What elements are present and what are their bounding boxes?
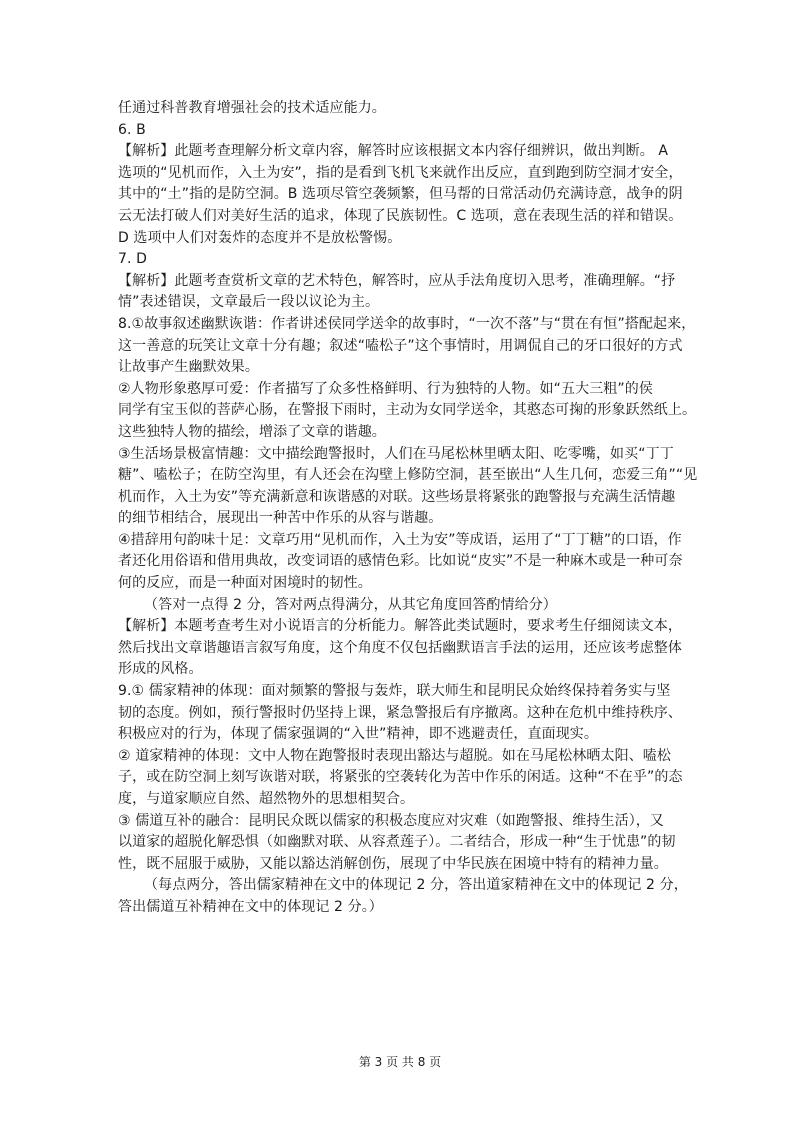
text-line: 的细节相结合，展现出一种苦中作乐的从容与谐趣。	[118, 510, 443, 527]
text-line: 机而作，入土为安”等充满新意和诙谐感的对联。这些场景将紧张的跑警报与充满生活情趣	[118, 488, 676, 505]
text-line: 【解析】此题考查理解分析文章内容，解答时应该根据文本内容仔细辨识，做出判断。 A	[118, 143, 669, 160]
text-line: 其中的“土”指的是防空洞。B 选项尽管空袭频繁，但马帮的日常活动仍充满诗意，战争的阴	[118, 186, 683, 203]
text-line: 情”表述错误，文章最后一段以议论为主。	[118, 294, 380, 311]
text-line: 何的反应，而是一种面对困境时的韧性。	[118, 575, 372, 592]
scoring-note: （每点两分，答出儒家精神在文中的体现记 2 分，答出道家精神在文中的体现记 2 分，	[144, 877, 688, 894]
text-line: 【解析】此题考查赏析文章的艺术特色，解答时，应从手法角度切入思考，准确理解。“抒	[118, 272, 676, 289]
page-footer: 第 3 页 共 8 页	[358, 1055, 442, 1069]
text-line: 任通过科普教育增强社会的技术适应能力。	[118, 100, 386, 116]
document-body	[118, 98, 698, 919]
text-line: 韧的态度。例如，预行警报时仍坚持上课，紧急警报后有序撤离。这种在危机中维持秩序、	[118, 704, 682, 721]
text-line: 【解析】本题考查考生对小说语言的分析能力。解答此类试题时，要求考生仔细阅读文本，	[118, 618, 682, 635]
answer-8: 8.①故事叙述幽默诙谐：作者讲述侯同学送伞的故事时，“一次不落”与“贯在有恒”搭配起来，	[118, 315, 696, 332]
text-line: 同学有宝玉似的菩萨心肠，在警报下雨时，主动为女同学送伞，其憨态可掬的形象跃然纸上。	[118, 402, 697, 419]
text-line: 性，既不屈服于威胁，又能以豁达消解创伤，展现了中华民族在困境中特有的精神力量。	[118, 855, 668, 872]
answer-9: 9.① 儒家精神的体现：面对频繁的警报与轰炸，联大师生和昆明民众始终保持着务实与坚	[118, 683, 671, 700]
scoring-note: 答出儒道互补精神在文中的体现记 2 分。）	[118, 898, 383, 915]
text-line: ③生活场景极富情趣：文中描绘跑警报时，人们在马尾松林里晒太阳、吃零嘴，如买“丁丁	[118, 445, 674, 462]
text-line: 选项的“见机而作，入土为安”，指的是看到飞机飞来就作出反应，直到跑到防空洞才安全，	[118, 164, 683, 181]
text-line: 积极应对的行为，体现了儒家强调的“入世”精神，即不逃避责任，直面现实。	[118, 726, 599, 743]
text-line: 这一善意的玩笑让文章十分有趣；叙述“嗑松子”这个事情时，用调侃自己的牙口很好的方式	[118, 337, 683, 354]
text-line: 以道家的超脱化解恐惧（如幽默对联、从容煮莲子）。二者结合，形成一种“生于忧患”的韧	[118, 834, 676, 851]
text-line: ③ 儒道互补的融合：昆明民众既以儒家的积极态度应对灾难（如跑警报、维持生活），又	[118, 812, 664, 829]
text-line: ② 道家精神的体现：文中人物在跑警报时表现出豁达与超脱。如在马尾松林晒太阳、嗑松	[118, 747, 671, 764]
answer-6: 6. B	[118, 121, 146, 138]
text-line: 糖”、嗑松子；在防空沟里，有人还会在沟壁上修防空洞，甚至嵌出“人生几何，恋爱三角”“见	[118, 467, 698, 484]
text-line: ②人物形象憨厚可爱：作者描写了众多性格鲜明、行为独特的人物。如“五大三粗”的侯	[118, 380, 653, 397]
text-line: 度，与道家顺应自然、超然物外的思想相契合。	[118, 791, 415, 807]
text-line: 形成的风格。	[118, 661, 203, 678]
text-line: ④措辞用句韵味十足：文章巧用“见机而作，入土为安”等成语，运用了“丁丁糖”的口语，作	[118, 531, 682, 548]
text-line: 让故事产生幽默效果。	[118, 359, 259, 376]
answer-7: 7. D	[118, 251, 147, 268]
text-line: 云无法打破人们对美好生活的追求，体现了民族韧性。C 选项，意在表现生活的祥和错误。	[118, 207, 683, 224]
text-line: D 选项中人们对轰炸的态度并不是放松警惕。	[118, 229, 402, 246]
text-line: 者还化用俗语和借用典故，改变词语的感情色彩。比如说“皮实”不是一种麻木或是一种可奈	[118, 553, 683, 570]
text-line: 子，或在防空洞上刻写诙谐对联，将紧张的空袭转化为苦中作乐的闲适。这种“不在乎”的态	[118, 769, 683, 786]
text-line: 这些独特人物的描绘，增添了文章的谐趣。	[118, 423, 386, 440]
text-line: 然后找出文章谐趣语言叙写角度，这个角度不仅包括幽默语言手法的运用，还应该考虑整体	[118, 639, 682, 656]
scoring-note: （答对一点得 2 分，答对两点得满分，从其它角度回答酌情给分）	[144, 596, 557, 613]
